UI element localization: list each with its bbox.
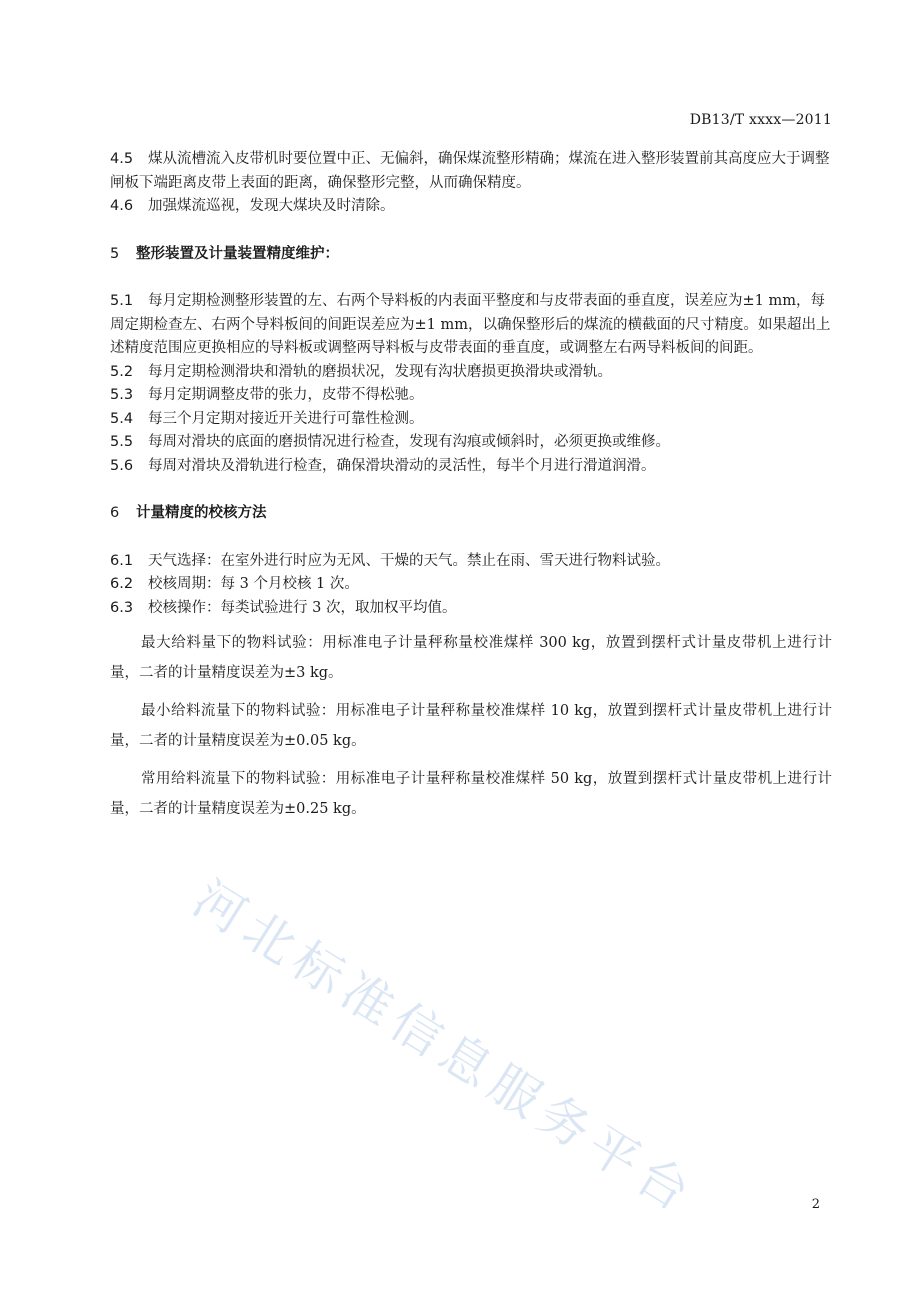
clause-text: 每月定期检测滑块和滑轨的磨损状况，发现有沟状磨损更换滑块或滑轨。 [148,363,612,380]
clause-text: 每三个月定期对接近开关进行可靠性检测。 [148,410,424,427]
clause-text: 每月定期调整皮带的张力，皮带不得松驰。 [148,387,424,403]
clause-number: 5.2 [110,363,134,380]
clause-number: 6.2 [110,576,134,592]
clause-5-5 [110,431,832,455]
clause-6-2 [110,573,832,597]
document-code: DB13/T xxxx—2011 [689,112,832,128]
clause-number: 4.6 [110,198,134,214]
clause-number: 5.6 [110,457,134,474]
paragraph-common-feed-test: 常用给料流量下的物料试验：用标准电子计量秤称量校准煤样 50 kg，放置到摆杆式计量皮带机上进行计量，二者的计量精度误差为±0.25 kg。 [110,771,832,817]
clause-5-2 [110,361,832,385]
clause-5-3 [110,384,832,408]
clause-5-6 [110,455,832,479]
clause-5-4 [110,408,832,432]
section-title: 计量精度的校核方法 [136,505,267,521]
clause-number: 4.5 [110,151,134,167]
watermark: 河北标准信息服务平台 [183,869,707,1226]
clause-4-5 [110,148,832,195]
section-number: 6 [110,505,120,521]
section-title: 整形装置及计量装置精度维护： [136,245,339,262]
clause-6-3 [110,597,832,621]
clause-6-1 [110,550,832,574]
clause-number: 5.3 [110,387,134,403]
clause-text: 天气选择：在室外进行时应为无风、干燥的天气。禁止在雨、雪天进行物料试验。 [148,552,670,569]
clause-text: 加强煤流巡视，发现大煤块及时清除。 [148,198,395,214]
section-heading-6 [110,502,832,526]
clause-5-1 [110,290,832,361]
paragraph-max-feed-test: 最大给料量下的物料试验：用标准电子计量秤称量校准煤样 300 kg，放置到摆杆式计量皮带机上进行计量，二者的计量精度误差为±3 kg。 [110,635,832,681]
clause-number: 5.1 [110,293,134,309]
clause-text: 每月定期检测整形装置的左、右两个导料板的内表面平整度和与皮带表面的垂直度，误差应为±1 mm，每周定期检查左、右两个导料板间的间距误差应为±1 mm，以确保整形后的煤流的横截面的尺寸精度。如果超出上述精度范围应更换相应的导料板或调整两导料板与皮带表面的垂直度，或调整左右两导料板间的间距。 [110,293,831,356]
clause-number: 6.3 [110,599,134,616]
clause-text: 校核周期：每 3 个月校核 1 次。 [148,576,359,592]
clause-text: 每周对滑块及滑轨进行检查，确保滑块滑动的灵活性，每半个月进行滑道润滑。 [148,457,656,474]
clause-number: 5.5 [110,434,134,450]
document-body [110,148,832,824]
clause-4-6 [110,195,832,219]
clause-number: 6.1 [110,552,134,569]
clause-number: 5.4 [110,410,134,427]
section-heading-5 [110,243,832,267]
clause-text: 每周对滑块的底面的磨损情况进行检查，发现有沟痕或倾斜时，必须更换或维修。 [148,434,670,450]
section-number: 5 [110,245,120,262]
paragraph-min-feed-test: 最小给料流量下的物料试验：用标准电子计量秤称量校准煤样 10 kg，放置到摆杆式计量皮带机上进行计量，二者的计量精度误差为±0.05 kg。 [110,703,832,749]
clause-text: 煤从流槽流入皮带机时要位置中正、无偏斜，确保煤流整形精确；煤流在进入整形装置前其高度应大于调整闸板下端距离皮带上表面的距离，确保整形完整，从而确保精度。 [110,151,830,191]
clause-text: 校核操作：每类试验进行 3 次，取加权平均值。 [148,599,457,616]
page-number: 2 [811,1197,820,1212]
